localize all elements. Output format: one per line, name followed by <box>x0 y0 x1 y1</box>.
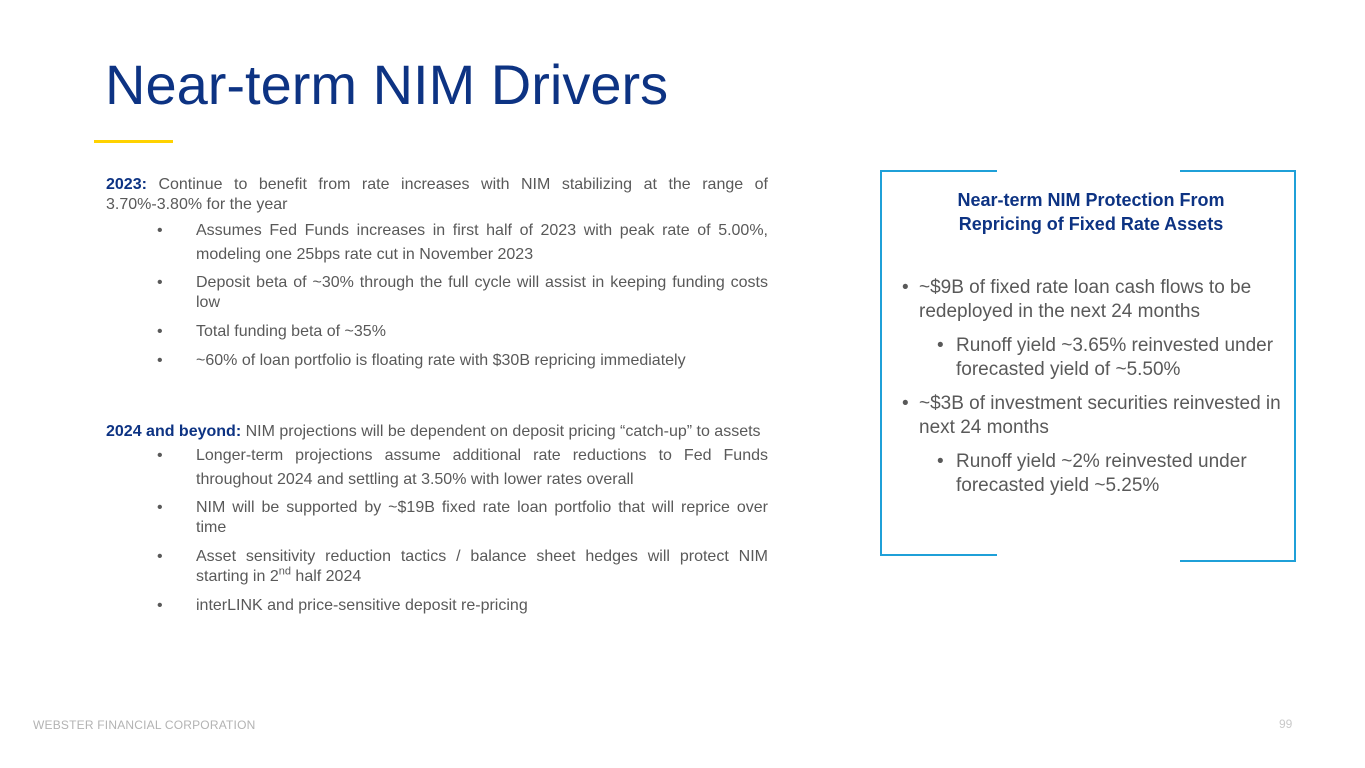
section-2024 <box>106 422 768 442</box>
drivers-content <box>106 175 768 616</box>
bullet-icon: • <box>902 393 909 414</box>
list-item <box>106 351 768 371</box>
box-subitem-text: Runoff yield ~2% reinvested under forecasted yield ~5.25% <box>956 451 1247 496</box>
box-item-text: ~$9B of fixed rate loan cash flows to be redeployed in the next 24 months <box>919 277 1252 322</box>
bullet-text: NIM will be supported by ~$19B fixed rate loan portfolio that will reprice over time <box>196 499 768 536</box>
list-item <box>106 547 768 587</box>
title-accent-rule <box>94 140 173 143</box>
box-item-text: ~$3B of investment securities reinvested in next 24 months <box>919 393 1281 438</box>
bullet-text: Assumes Fed Funds increases in first half of 2023 with peak rate of 5.00%, modeling one 25bps rate cut in November 2023 <box>196 222 768 263</box>
box-bullet-list <box>902 276 1287 508</box>
section-2024-bullets <box>106 444 768 616</box>
nim-protection-box <box>880 170 1296 562</box>
list-item <box>902 334 1287 382</box>
box-title-line-2: Repricing of Fixed Rate Assets <box>958 214 1224 234</box>
box-subitem-text: Runoff yield ~3.65% reinvested under forecasted yield of ~5.50% <box>956 335 1274 380</box>
section-2023 <box>106 175 768 215</box>
list-item <box>106 498 768 538</box>
bullet-icon: • <box>157 499 163 516</box>
bullet-text-post: half 2024 <box>290 568 362 585</box>
box-border-bottom-right <box>1180 560 1296 562</box>
bullet-icon: • <box>157 548 163 565</box>
bullet-icon: • <box>157 323 163 340</box>
bullet-text: Longer-term projections assume additional rate reductions to Fed Funds throughout 2024 and settling at 3.50% with lower rates overall <box>196 447 768 488</box>
section-2024-heading: 2024 and beyond: <box>106 423 242 440</box>
footer-company-name: WEBSTER FINANCIAL CORPORATION <box>33 718 256 732</box>
bullet-icon: • <box>157 274 163 291</box>
superscript-suffix: nd <box>278 565 291 578</box>
list-item <box>902 392 1287 440</box>
bullet-icon: • <box>157 352 163 369</box>
bullet-text: ~60% of loan portfolio is floating rate with $30B repricing immediately <box>196 352 686 369</box>
list-item <box>106 596 768 616</box>
bullet-text: interLINK and price-sensitive deposit re-pricing <box>196 597 528 614</box>
list-item <box>902 450 1287 498</box>
bullet-icon: • <box>902 277 909 298</box>
list-item <box>106 219 768 267</box>
section-2024-text: NIM projections will be dependent on deposit pricing “catch-up” to assets <box>241 423 761 440</box>
list-item <box>106 444 768 492</box>
page-title: Near-term NIM Drivers <box>105 53 669 116</box>
bullet-text: Total funding beta of ~35% <box>196 323 386 340</box>
section-2023-text: Continue to benefit from rate increases with NIM stabilizing at the range of 3.70%-3.80% for the year <box>106 176 768 213</box>
bullet-icon: • <box>157 222 163 239</box>
bullet-icon: • <box>937 335 944 356</box>
box-border-top-left <box>880 170 997 172</box>
bullet-icon: • <box>937 451 944 472</box>
list-item <box>106 322 768 342</box>
bullet-icon: • <box>157 597 163 614</box>
box-border-top-right <box>1180 170 1296 172</box>
bullet-text: Deposit beta of ~30% through the full cycle will assist in keeping funding costs low <box>196 274 768 311</box>
bullet-text-pre: Asset sensitivity reduction tactics / balance sheet hedges will protect NIM starting in 2 <box>196 548 768 585</box>
box-title <box>880 188 1302 236</box>
box-border-bottom-left <box>880 554 997 556</box>
page-number: 99 <box>1279 717 1293 731</box>
section-2023-bullets <box>106 219 768 371</box>
list-item <box>902 276 1287 324</box>
bullet-text <box>196 548 768 585</box>
bullet-icon: • <box>157 447 163 464</box>
box-title-line-1: Near-term NIM Protection From <box>957 190 1225 210</box>
list-item <box>106 273 768 313</box>
section-2023-heading: 2023: <box>106 176 147 193</box>
